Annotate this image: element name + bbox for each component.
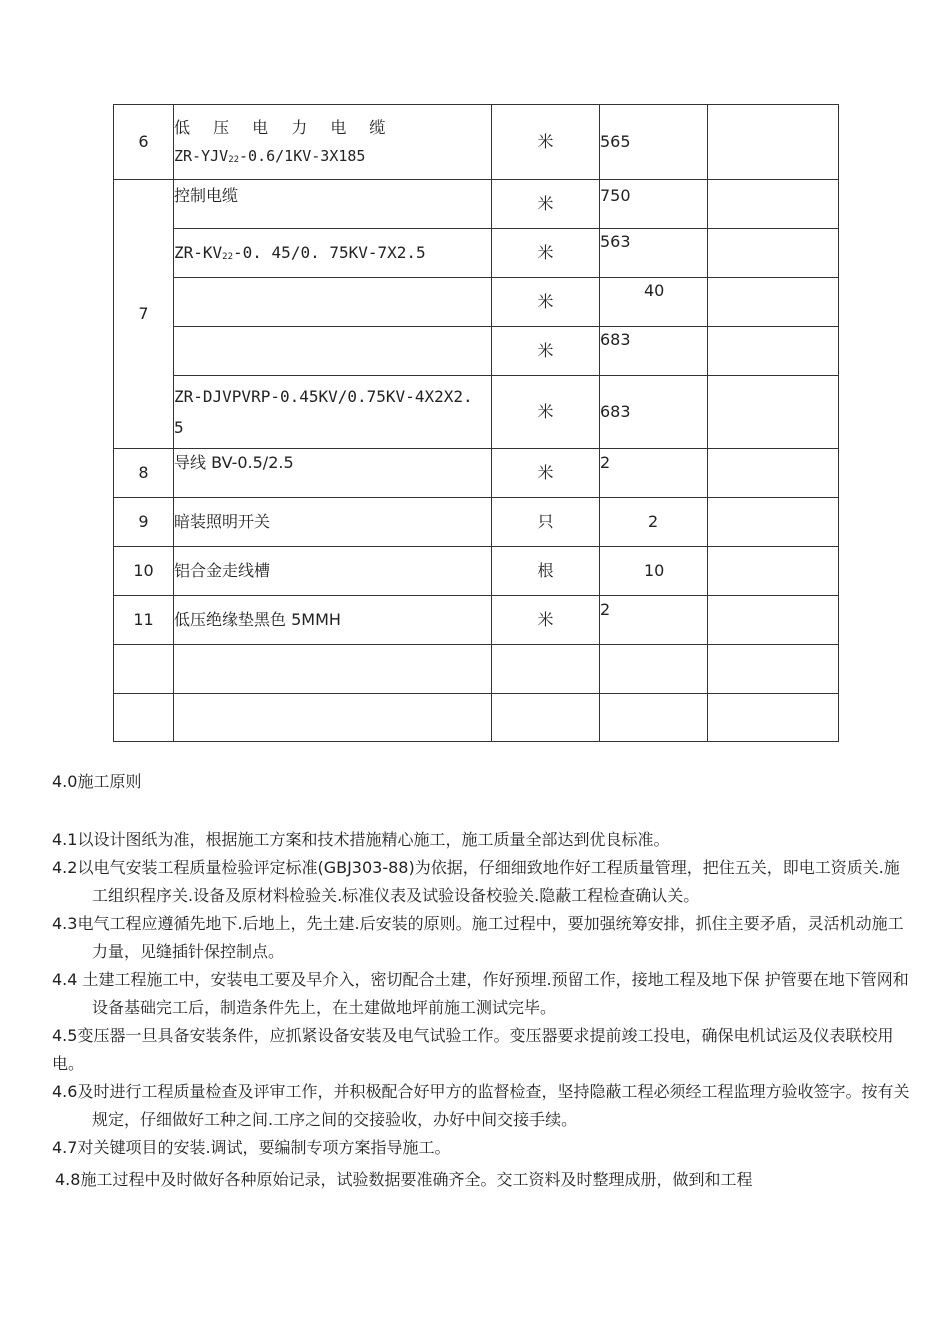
spec-part: -0.6/1KV-3X185: [239, 147, 366, 166]
spec-subscript: 22: [228, 155, 240, 166]
remark-cell: [708, 180, 839, 229]
quantity-cell: 750: [600, 180, 708, 229]
empty-cell: [114, 645, 174, 694]
table-row: [114, 327, 839, 376]
remark-cell: [708, 498, 839, 547]
row-number: 9: [114, 498, 174, 547]
principle-item: 4.5变压器一旦具备安装条件，应抓紧设备安装及电气试验工作。变压器要求提前竣工投电，确保电机试运及仪表联校用电。: [52, 1026, 894, 1073]
table-row: [114, 645, 839, 694]
section-heading: 4.0施工原则: [52, 772, 142, 791]
spec-part: ZR-YJV: [174, 147, 229, 166]
empty-cell: [174, 694, 492, 742]
unit-cell: 米: [492, 449, 600, 498]
unit-cell: 米: [492, 376, 600, 449]
principle-item: 4.7对关键项目的安装.调试，要编制专项方案指导施工。: [52, 1138, 451, 1157]
principle-item: 4.4 土建工程施工中，安装电工要及早介入，密切配合土建，作好预埋.预留工作，接地工程及地下保 护管要在地下管网和设备基础完工后，制造条件先上，在土建做地坪前施工测试完毕。: [52, 970, 909, 1017]
unit-cell: 米: [492, 278, 600, 327]
quantity-cell: 2: [600, 498, 708, 547]
material-name: 铝合金走线槽: [174, 547, 492, 596]
empty-cell: [114, 694, 174, 742]
quantity-cell: 565: [600, 105, 708, 180]
row-number: 8: [114, 449, 174, 498]
remark-cell: [708, 547, 839, 596]
empty-cell: [492, 694, 600, 742]
spec-subscript: 22: [222, 252, 234, 263]
unit-cell: 根: [492, 547, 600, 596]
table-row: [114, 180, 839, 229]
remark-cell: [708, 449, 839, 498]
material-name: 低压绝缘垫黑色 5MMH: [174, 596, 492, 645]
empty-cell: [708, 694, 839, 742]
table-row: [114, 596, 839, 645]
material-name: [174, 327, 492, 376]
principle-item: 4.1以设计图纸为准，根据施工方案和技术措施精心施工，施工质量全部达到优良标准。: [52, 830, 670, 849]
remark-cell: [708, 596, 839, 645]
row-number: 10: [114, 547, 174, 596]
remark-cell: [708, 105, 839, 180]
table-row: [114, 498, 839, 547]
empty-cell: [492, 645, 600, 694]
unit-cell: 米: [492, 229, 600, 278]
material-name-line: 低 压 电 力 电 缆: [174, 118, 395, 137]
material-name: 控制电缆: [174, 180, 492, 229]
empty-cell: [600, 694, 708, 742]
table-row: [114, 278, 839, 327]
unit-cell: 米: [492, 105, 600, 180]
material-name: [174, 278, 492, 327]
empty-cell: [600, 645, 708, 694]
quantity-cell: 2: [600, 449, 708, 498]
quantity-cell: 683: [600, 327, 708, 376]
remark-cell: [708, 229, 839, 278]
table-row: [114, 547, 839, 596]
row-number: 7: [114, 180, 174, 449]
unit-cell: 米: [492, 596, 600, 645]
materials-table: [113, 104, 839, 742]
material-name: [174, 105, 492, 180]
table-row: [114, 229, 839, 278]
table-row: [114, 449, 839, 498]
spec-line: 5: [174, 418, 184, 437]
spec-line: ZR-DJVPVRP-0.45KV/0.75KV-4X2X2.: [174, 386, 473, 406]
spec-part: ZR-KV: [174, 243, 223, 263]
unit-cell: 米: [492, 180, 600, 229]
empty-cell: [174, 645, 492, 694]
unit-cell: 米: [492, 327, 600, 376]
remark-cell: [708, 327, 839, 376]
principle-item: 4.8施工过程中及时做好各种原始记录，试验数据要准确齐全。交工资料及时整理成册，做到和工程: [55, 1170, 753, 1189]
quantity-cell: 40: [600, 278, 708, 327]
remark-cell: [708, 376, 839, 449]
table-row: [114, 105, 839, 180]
material-spec: [174, 376, 492, 449]
principle-item: 4.2以电气安装工程质量检验评定标准(GBJ303-88)为依据，仔细细致地作好工程质量管理，把住五关，即电工资质关.施工组织程序关.设备及原材料检验关.标准仪表及试验设备校验关.隐蔽工程检查确认关。: [52, 858, 900, 905]
table-row: [114, 694, 839, 742]
spec-part: -0. 45/0. 75KV-7X2.5: [233, 243, 426, 263]
material-name: 导线 BV-0.5/2.5: [174, 449, 492, 498]
empty-cell: [708, 645, 839, 694]
material-spec: [174, 229, 492, 278]
remark-cell: [708, 278, 839, 327]
material-name: 暗装照明开关: [174, 498, 492, 547]
quantity-cell: 10: [600, 547, 708, 596]
material-spec: [174, 147, 491, 166]
principle-item: 4.3电气工程应遵循先地下.后地上，先土建.后安装的原则。施工过程中，要加强统筹安排，抓住主要矛盾，灵活机动施工力量，见缝插针保控制点。: [52, 914, 904, 961]
row-number: 6: [114, 105, 174, 180]
unit-cell: 只: [492, 498, 600, 547]
quantity-cell: 683: [600, 376, 708, 449]
principle-item: 4.6及时进行工程质量检查及评审工作，并积极配合好甲方的监督检查，坚持隐蔽工程必须经工程监理方验收签字。按有关规定，仔细做好工种之间.工序之间的交接验收，办好中间交接手续。: [52, 1082, 910, 1129]
table-row: [114, 376, 839, 449]
quantity-cell: 2: [600, 596, 708, 645]
row-number: 11: [114, 596, 174, 645]
principles-list: [52, 826, 912, 1194]
quantity-cell: 563: [600, 229, 708, 278]
